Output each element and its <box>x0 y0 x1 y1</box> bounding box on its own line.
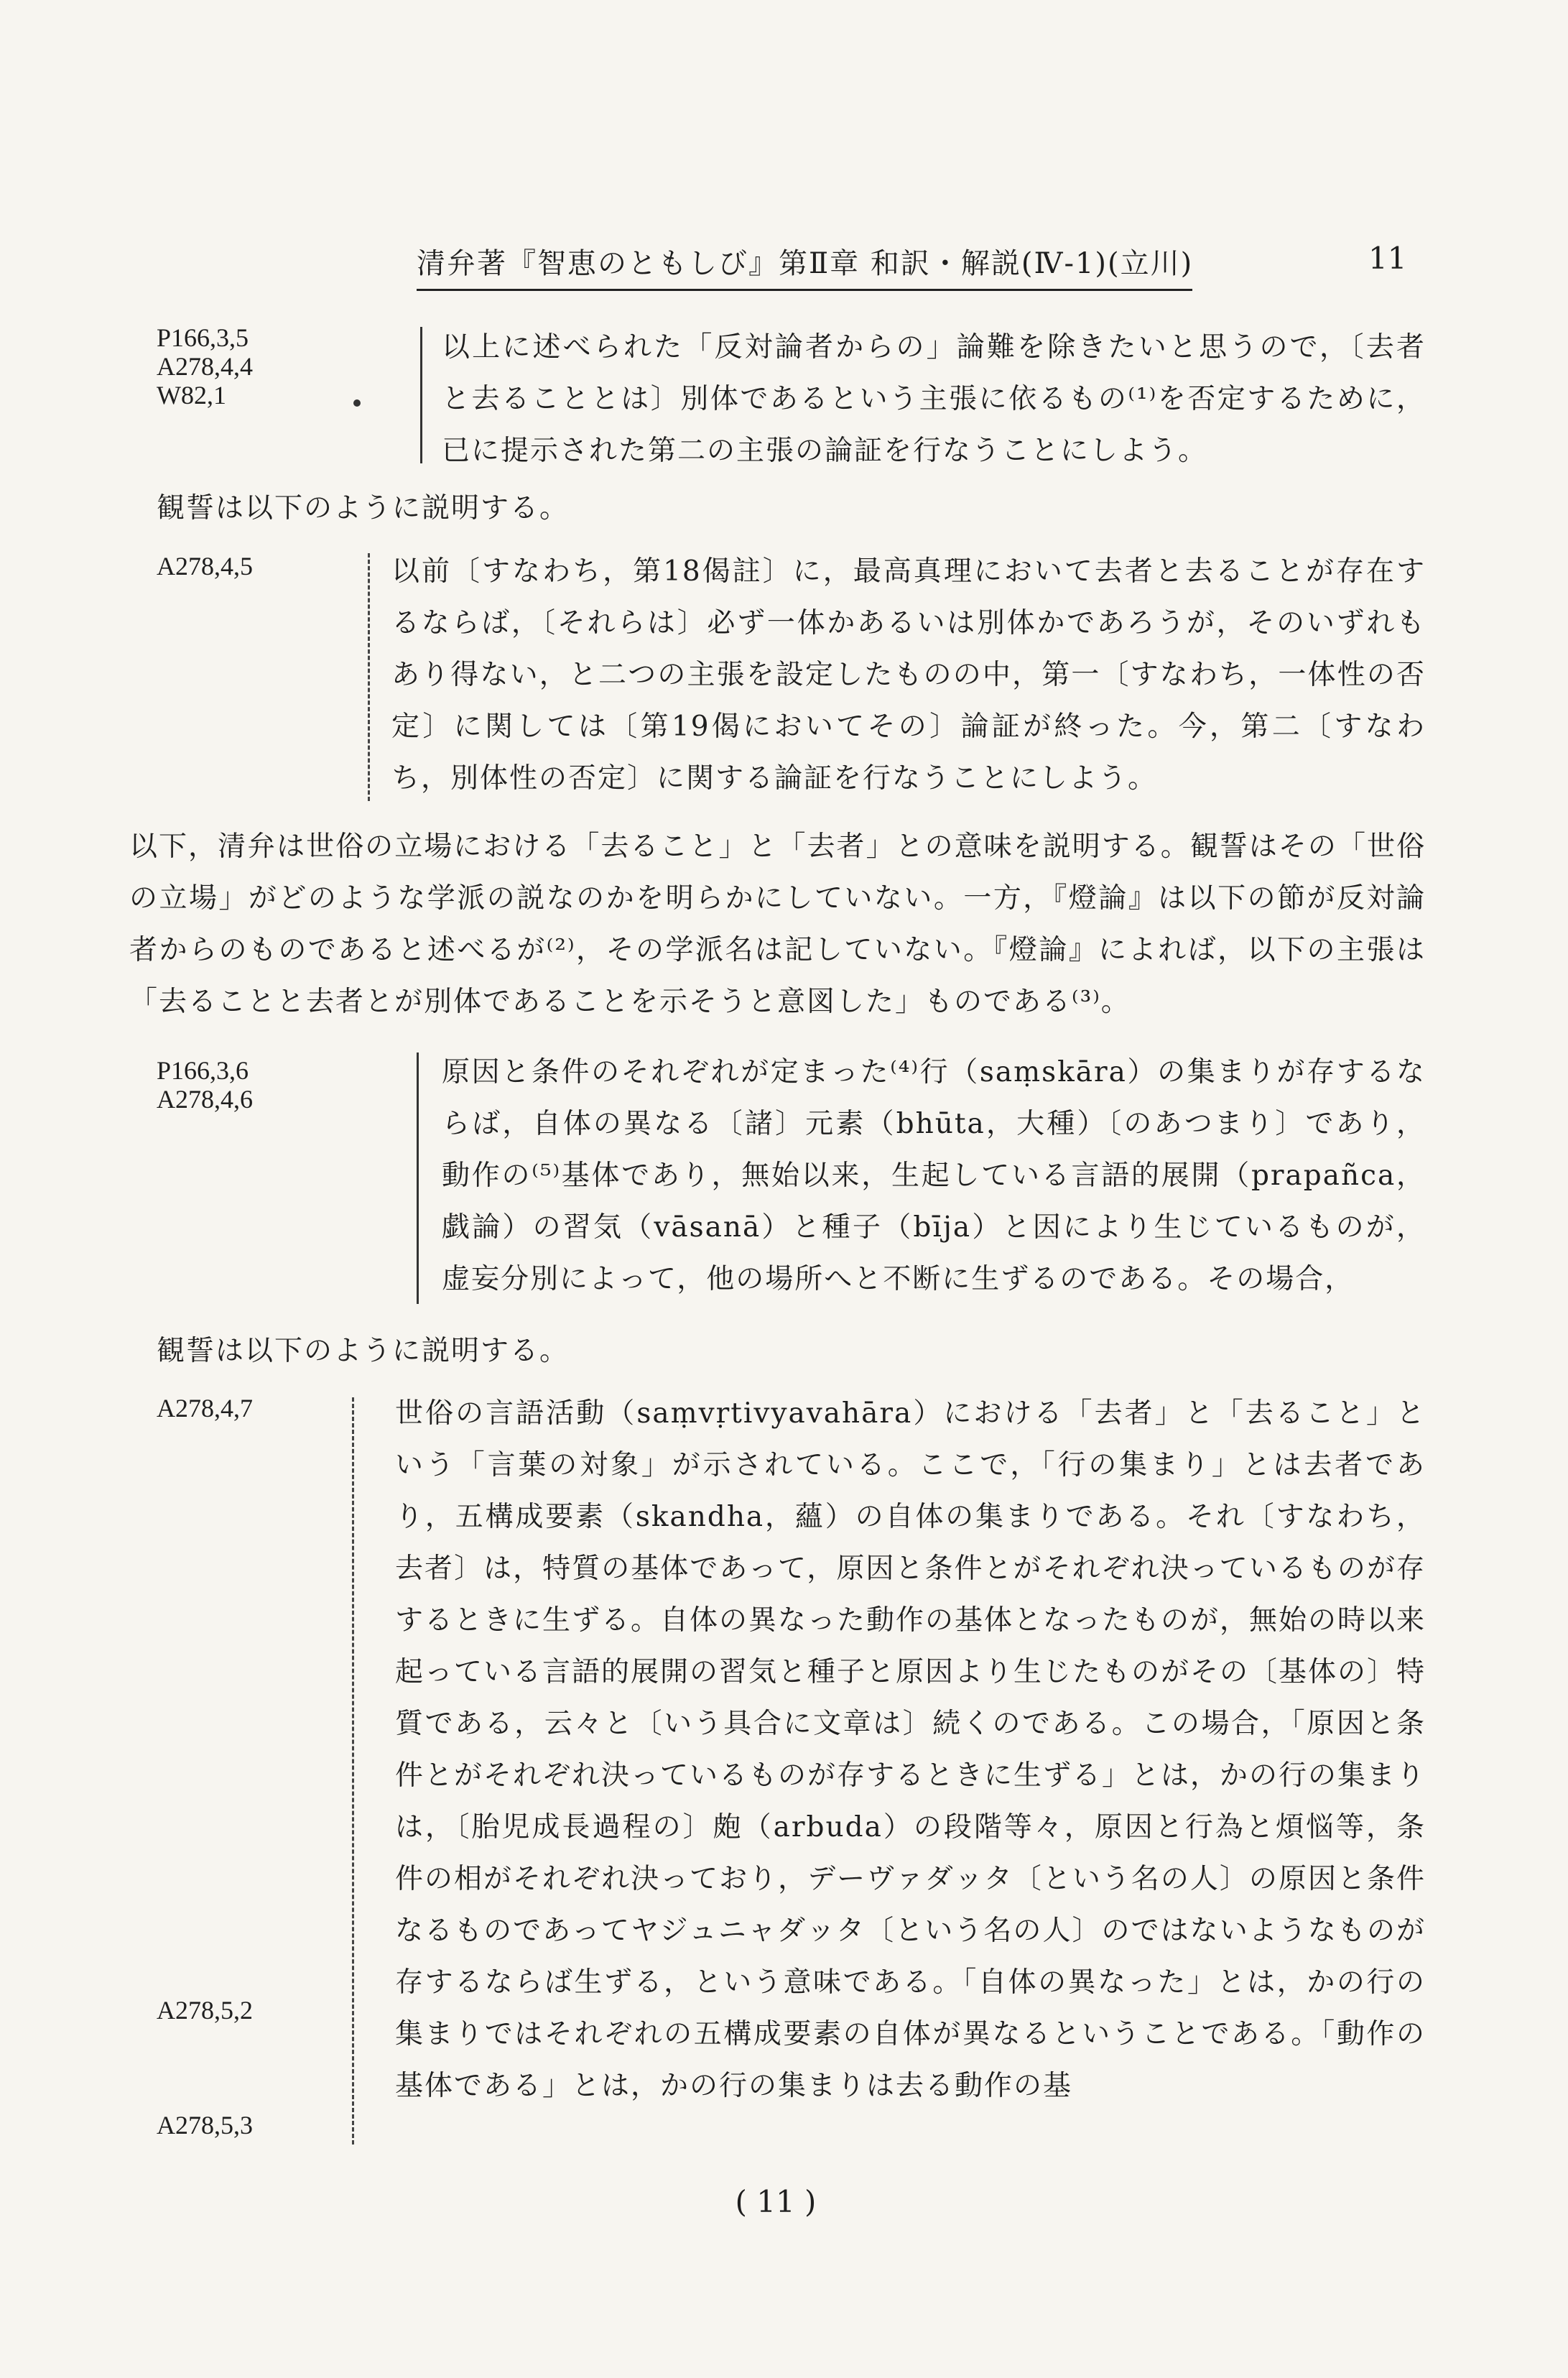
quote-rule <box>368 553 370 801</box>
source-reference: A278,5,3 <box>157 2111 253 2139</box>
quoted-passage: 以前〔すなわち，第18偈註〕に，最高真理において去者と去ることが存在するならば，〔それらは〕必ず一体かあるいは別体かであろうが，そのいずれもあり得ない，と二つの主張を設定したものの中，第一〔すなわち，一体性の否定〕に関しては〔第19偈においてその〕論証が終った。今，第二〔すなわち，別体性の否定〕に関する論証を行なうことにしよう。 <box>391 555 1426 795</box>
quoted-passage: 原因と条件のそれぞれが定まった⁽⁴⁾行（saṃskāra）の集まりが存するならば，自体の異なる〔諸〕元素（bhūta，大種）〔のあつまり〕であり，動作の⁽⁵⁾基体であり，無始以来，生起している言語的展開（prapañca，戯論）の習気（vāsanā）と種子（bīja）と因により生じているものが，虚妄分別によって，他の場所へと不断に生ずるのである。その場合， <box>442 1056 1426 1295</box>
source-reference: A278,4,5 <box>157 552 253 580</box>
quote-rule <box>417 1052 419 1304</box>
source-reference: P166,3,5 A278,4,4 W82,1 <box>157 323 253 410</box>
quoted-passage: 世俗の言語活動（saṃvṛtivyavahāra）における「去者」と「去ること」という「言葉の対象」が示されている。ここで，「行の集まり」とは去者であり，五構成要素（skandha，蘊）の自体の集まりである。それ〔すなわち，去者〕は，特質の基体であって，原因と条件とがそれぞれ決っているものが存するときに生ずる。自体の異なった動作の基体となったものが，無始の時以来起っている言語的展開の習気と種子と原因より生じたものがその〔基体の〕特質である，云々と〔いう具合に文章は〕続くのである。この場合，「原因と条件とがそれぞれ決っているものが存するときに生ずる」とは，かの行の集まりは，〔胎児成長過程の〕皰（arbuda）の段階等々，原因と行為と煩悩等，条件の相がそれぞれ決っており，デーヴァダッタ〔という名の人〕の原因と条件なるものであってヤジュニャダッタ〔という名の人〕のではないようなものが存するならば生ずる，という意味である。「自体の異なった」とは，かの行の集まりではそれぞれの五構成要素の自体が異なるということである。「動作の基体である」とは，かの行の集まりは去る動作の基 <box>395 1397 1426 2102</box>
quote-rule <box>352 1397 354 2145</box>
commentary-intro: 観誓は以下のように説明する。 <box>157 1335 570 1367</box>
running-header-page-number: 11 <box>1368 241 1407 276</box>
quote-rule <box>420 327 422 463</box>
source-reference: A278,5,2 <box>157 1996 253 2025</box>
explanation-paragraph: 以下，清弁は世俗の立場における「去ること」と「去者」との意味を説明する。観誓はその「世俗の立場」がどのような学派の説なのかを明らかにしていない。一方，『燈論』は以下の節が反対論者からのものであると述べるが⁽²⁾，その学派名は記していない。『燈論』によれば，以下の主張は「去ることと去者とが別体であることを示そうと意図した」ものである⁽³⁾。 <box>129 831 1426 1018</box>
footer-page-number: ( 11 ) <box>735 2184 817 2219</box>
stray-mark <box>353 399 361 407</box>
source-reference: P166,3,6 A278,4,6 <box>157 1056 253 1114</box>
source-reference: A278,4,7 <box>157 1394 253 1422</box>
running-header-title: 清弁著『智恵のともしび』第Ⅱ章 和訳・解説(Ⅳ-1)(立川) <box>417 241 1192 291</box>
commentary-intro: 観誓は以下のように説明する。 <box>157 492 570 524</box>
quoted-passage: 以上に述べられた「反対論者からの」論難を除きたいと思うので，〔去者と去ることとは〕別体であるという主張に依るもの⁽¹⁾を否定するために，已に提示された第二の主張の論証を行なうことにしよう。 <box>442 331 1426 467</box>
